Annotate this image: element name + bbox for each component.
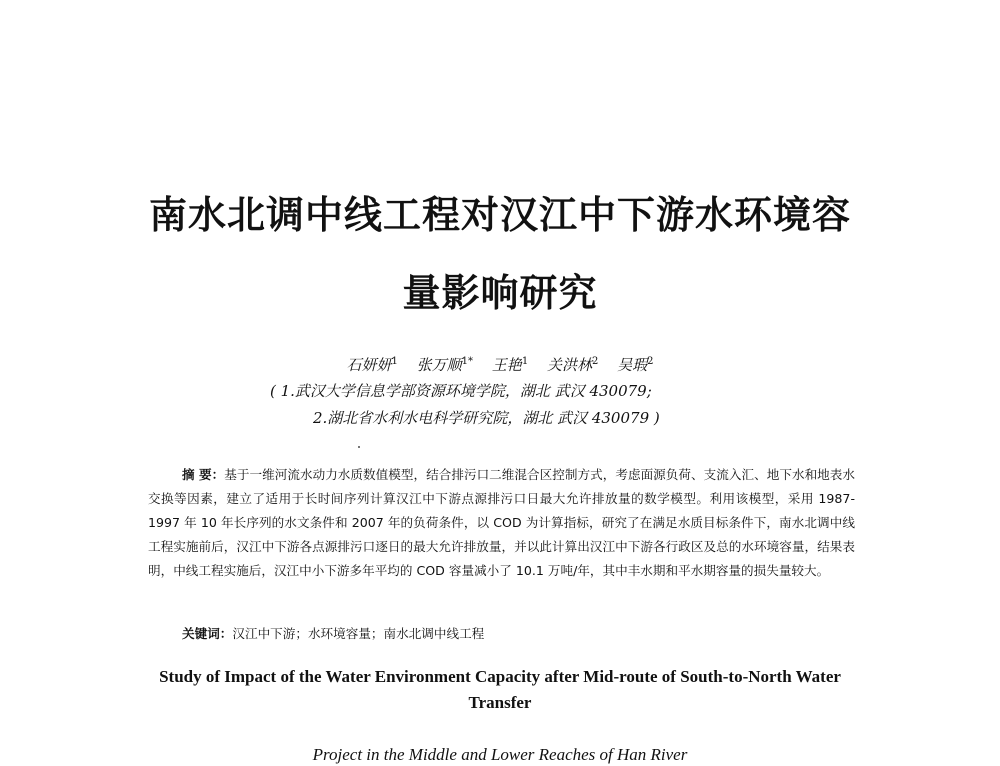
author-affil-mark: 1* xyxy=(461,356,474,367)
title-line-1: 南水北调中线工程对汉江中下游水环境容 xyxy=(148,192,851,237)
author xyxy=(547,356,598,374)
author-name: 王艳 xyxy=(491,356,522,374)
author-affil-mark: 2 xyxy=(647,356,654,367)
keywords-label: 关键词： xyxy=(182,626,233,641)
title-line-2: 量影响研究 xyxy=(402,270,598,315)
author-name: 石妍妍 xyxy=(346,356,392,374)
english-subtitle: Project in the Middle and Lower Reaches of Han River xyxy=(312,745,688,764)
author xyxy=(492,356,528,374)
author xyxy=(417,356,473,374)
affiliation-1: ( 1.武汉大学信息学部资源环境学院，湖北 武汉 430079; xyxy=(270,382,652,400)
author-affil-mark: 1 xyxy=(391,356,398,367)
scan-speck xyxy=(358,446,360,448)
author-affil-mark: 2 xyxy=(591,356,599,367)
author-name: 吴瑕 xyxy=(617,356,648,374)
abstract-label: 摘 要： xyxy=(182,467,225,482)
abstract-text: 基于一维河流水动力水质数值模型，结合排污口二维混合区控制方式，考虑面源负荷、支流入汇、地下水和地表水交换等因素，建立了适用于长时间序列计算汉江中下游点源排污口日最大允许排放量的数学模型。利用该模型，采用 1987-1997 年 10 年长序列的水文条件和 2007 年的负荷条件，以 COD 为计算指标，研究了在满足水质目标条件下，南水北调中线工程实施前后，汉江中下游各点源排污口逐日的最大允许排放量，并以此计算出汉江中下游各行政区及总的水环境容量，结果表明，中线工程实施后，汉江中小下游多年平均的 COD 容量减小了 10.1 万吨/年，其中丰水期和平水期容量的损失量较大。 xyxy=(148,467,856,578)
author-name: 关洪林 xyxy=(546,356,592,374)
keywords xyxy=(182,624,484,644)
author-list xyxy=(0,352,1000,375)
author-name: 张万顺 xyxy=(416,356,462,374)
author xyxy=(617,356,653,374)
abstract xyxy=(148,463,855,583)
affiliation-2: 2.湖北省水利水电科学研究院，湖北 武汉 430079 ) xyxy=(313,409,660,427)
author-affil-mark: 1 xyxy=(521,356,529,367)
english-title: Study of Impact of the Water Environment Capacity after Mid-route of South-to-North Water Transfer xyxy=(159,667,841,712)
author xyxy=(346,356,397,374)
keywords-text: 汉江中下游；水环境容量；南水北调中线工程 xyxy=(232,626,485,641)
